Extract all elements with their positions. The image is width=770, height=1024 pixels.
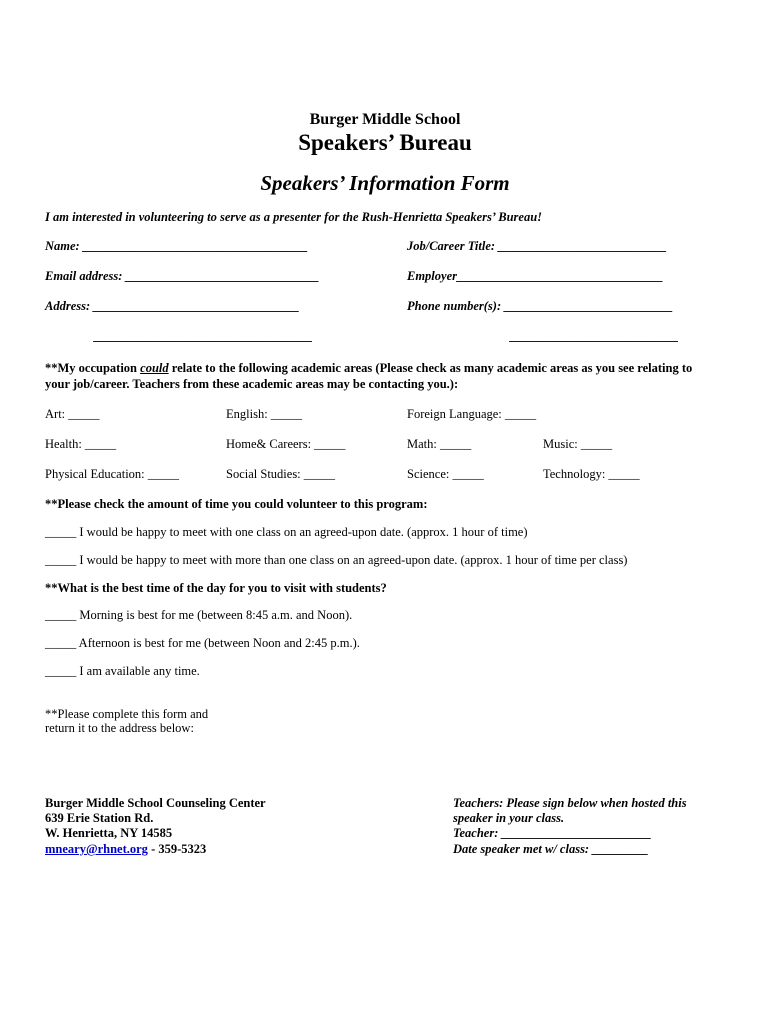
instructions-line1: **Please complete this form and (45, 707, 209, 721)
occupation-heading-line2: your job/career. Teachers from these academic areas may be contacting you.): (45, 377, 459, 391)
occupation-heading: **My occupation could relate to the following academic areas (Please check as many academic areas as you see relating to (45, 361, 693, 375)
form-title: Speakers’ Information Form (260, 171, 510, 195)
time-amount-heading: **Please check the amount of time you could volunteer to this program: (45, 497, 428, 511)
email-field[interactable]: Email address: _______________________________ (45, 269, 320, 283)
phone-line2-field[interactable]: ___________________________ (510, 329, 679, 343)
area-science[interactable]: Science: _____ (407, 467, 484, 481)
address-line2-field[interactable]: ___________________________________ (94, 329, 313, 343)
best-time-any[interactable]: _____ I am available any time. (45, 664, 200, 678)
instructions-line2: return it to the address below: (45, 721, 194, 735)
teachers-note-line2: speaker in your class. (453, 811, 565, 825)
date-met-field[interactable]: Date speaker met w/ class: _________ (453, 842, 649, 856)
job-title-field[interactable]: Job/Career Title: ___________________________ (407, 239, 667, 253)
teachers-note-line1: Teachers: Please sign below when hosted this (453, 796, 687, 810)
area-social-studies[interactable]: Social Studies: _____ (226, 467, 336, 481)
time-option-multiple-classes[interactable]: _____ I would be happy to meet with more than one class on an agreed-upon date. (approx. 1 hour of time per class) (45, 553, 628, 567)
best-time-morning[interactable]: _____ Morning is best for me (between 8:45 a.m. and Noon). (45, 608, 353, 622)
contact-email-phone: mneary@rhnet.org - 359-5323 (45, 842, 207, 856)
contact-email-link[interactable]: mneary@rhnet.org (45, 842, 148, 856)
teacher-signature-field[interactable]: Teacher: ________________________ (453, 826, 652, 840)
time-option-one-class[interactable]: _____ I would be happy to meet with one class on an agreed-upon date. (approx. 1 hour of time) (45, 525, 528, 539)
best-time-heading: **What is the best time of the day for you to visit with students? (45, 581, 387, 595)
area-music[interactable]: Music: _____ (543, 437, 613, 451)
area-foreign-language[interactable]: Foreign Language: _____ (407, 407, 537, 421)
area-physical-education[interactable]: Physical Education: _____ (45, 467, 180, 481)
intro-statement: I am interested in volunteering to serve as a presenter for the Rush-Henrietta Speakers’ Bureau! (45, 210, 543, 224)
area-health[interactable]: Health: _____ (45, 437, 117, 451)
bureau-title: Speakers’ Bureau (298, 130, 472, 155)
contact-org: Burger Middle School Counseling Center (45, 796, 266, 810)
school-name: Burger Middle School (309, 111, 461, 128)
best-time-afternoon[interactable]: _____ Afternoon is best for me (between Noon and 2:45 p.m.). (45, 636, 360, 650)
area-technology[interactable]: Technology: _____ (543, 467, 640, 481)
area-home-careers[interactable]: Home& Careers: _____ (226, 437, 346, 451)
area-math[interactable]: Math: _____ (407, 437, 472, 451)
name-field[interactable]: Name: ____________________________________ (45, 239, 308, 253)
address-field[interactable]: Address: _________________________________ (45, 299, 300, 313)
area-english[interactable]: English: _____ (226, 407, 303, 421)
employer-field[interactable]: Employer_________________________________ (407, 269, 664, 283)
phone-field[interactable]: Phone number(s): ___________________________ (407, 299, 673, 313)
area-art[interactable]: Art: _____ (45, 407, 100, 421)
contact-street: 639 Erie Station Rd. (45, 811, 154, 825)
contact-city: W. Henrietta, NY 14585 (45, 826, 173, 840)
